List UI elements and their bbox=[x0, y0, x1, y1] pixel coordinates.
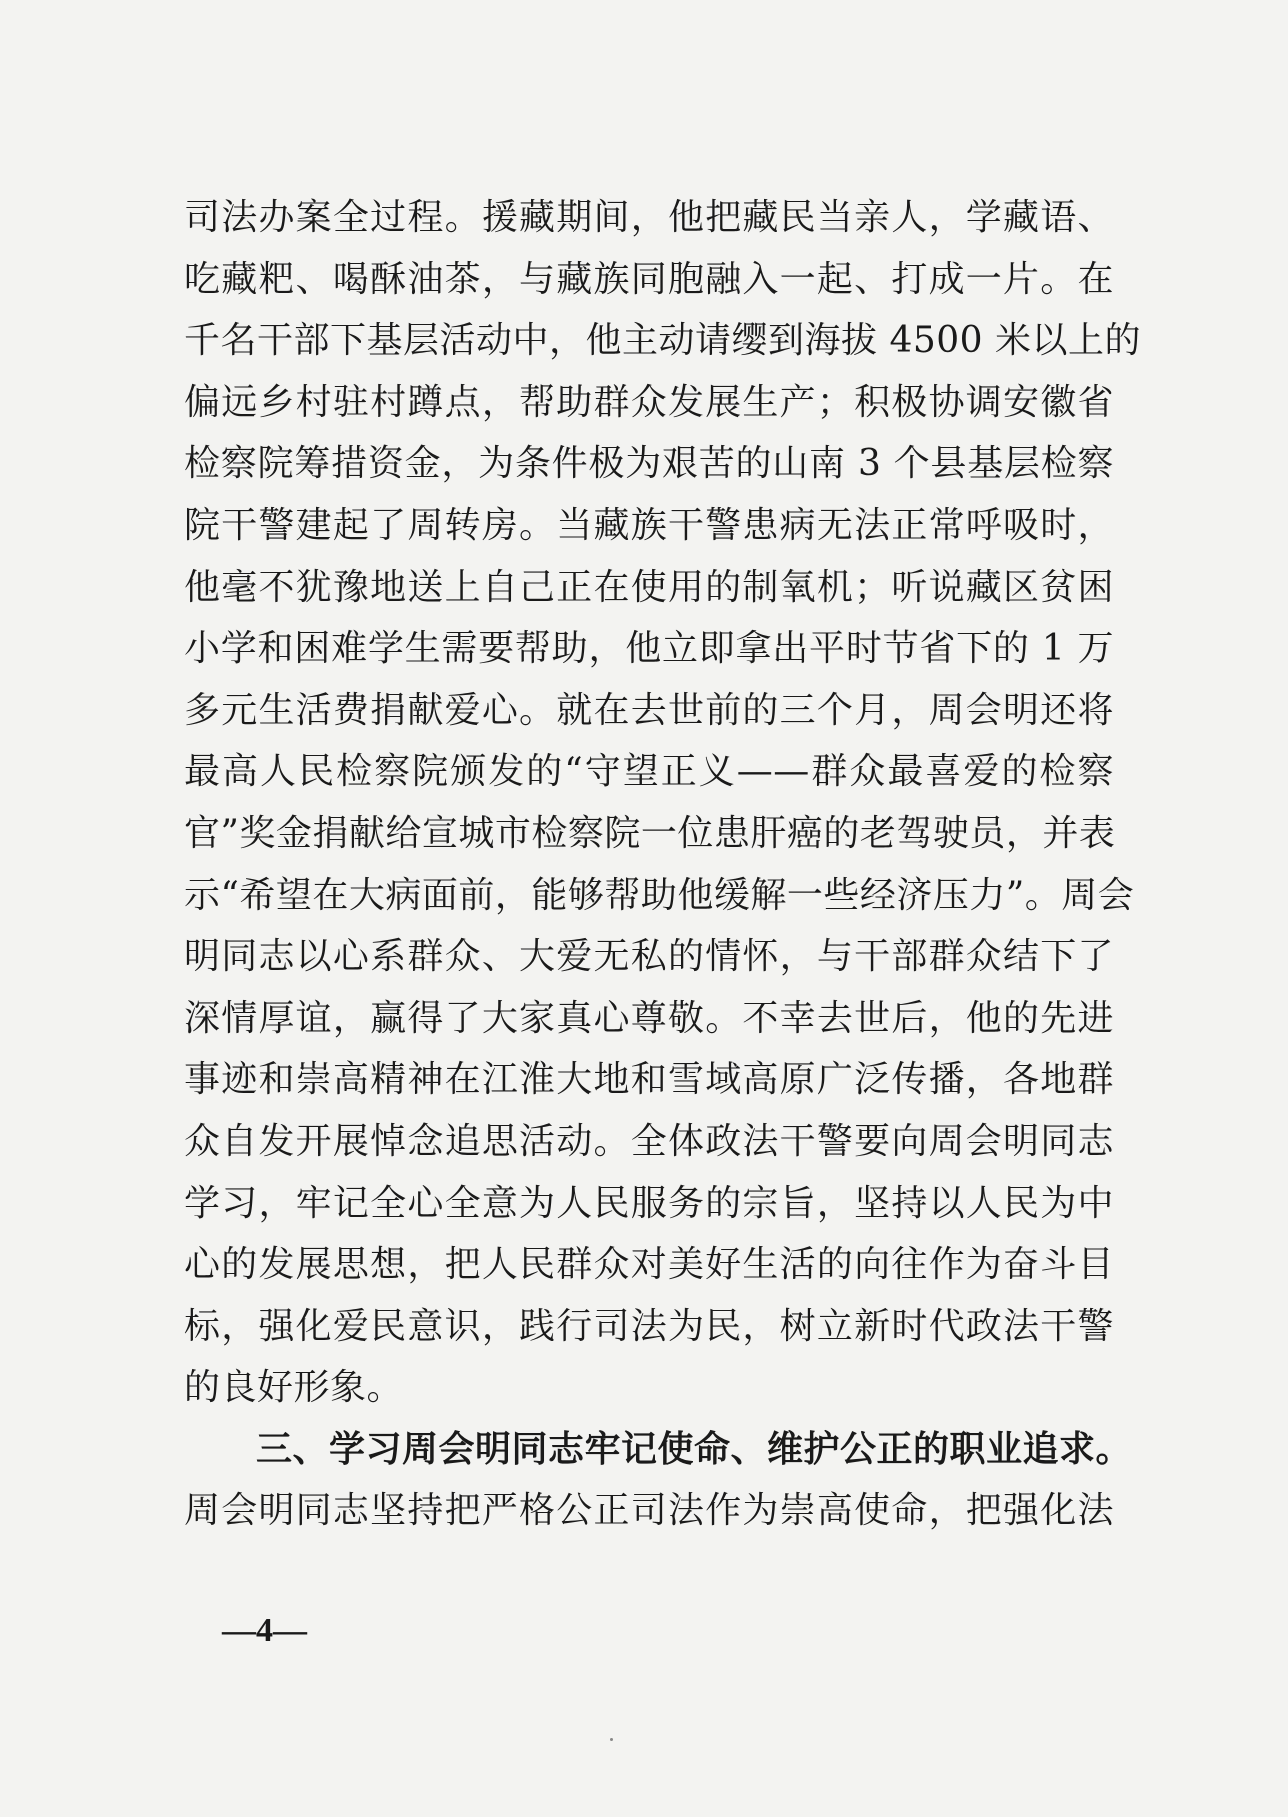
text-line: 学习，牢记全心全意为人民服务的宗旨，坚持以人民为中 bbox=[184, 1182, 1114, 1224]
text-line: 他毫不犹豫地送上自己正在使用的制氧机；听说藏区贫困 bbox=[184, 566, 1114, 608]
body-text bbox=[184, 187, 1142, 1542]
text-line: 标，强化爱民意识，践行司法为民，树立新时代政法干警 bbox=[184, 1305, 1114, 1347]
text-line: 偏远乡村驻村蹲点，帮助群众发展生产；积极协调安徽省 bbox=[184, 381, 1114, 423]
text-line: 的良好形象。 bbox=[184, 1367, 404, 1409]
section-heading: 三、学习周会明同志牢记使命、维护公正的职业追求。 bbox=[256, 1427, 1133, 1470]
text-line: 心的发展思想，把人民群众对美好生活的向往作为奋斗目 bbox=[184, 1244, 1114, 1286]
text-line: 多元生活费捐献爱心。就在去世前的三个月，周会明还将 bbox=[184, 689, 1114, 731]
text-line: 千名干部下基层活动中，他主动请缨到海拔 4500 米以上的 bbox=[184, 320, 1142, 362]
text-line: 小学和困难学生需要帮助，他立即拿出平时节省下的 1 万 bbox=[184, 628, 1114, 670]
text-line: 最高人民检察院颁发的“守望正义——群众最喜爱的检察 bbox=[184, 751, 1114, 793]
text-line: 检察院筹措资金，为条件极为艰苦的山南 3 个县基层检察 bbox=[184, 443, 1114, 485]
text-line: 周会明同志坚持把严格公正司法作为崇高使命，把强化法 bbox=[184, 1490, 1114, 1532]
text-line: 深情厚谊，赢得了大家真心尊敬。不幸去世后，他的先进 bbox=[184, 997, 1114, 1039]
text-line: 官”奖金捐献给宣城市检察院一位患肝癌的老驾驶员，并表 bbox=[184, 812, 1116, 854]
text-line: 示“希望在大病面前，能够帮助他缓解一些经济压力”。周会 bbox=[184, 874, 1135, 916]
text-line: 明同志以心系群众、大爱无私的情怀，与干部群众结下了 bbox=[184, 936, 1114, 978]
page-number: —4— bbox=[222, 1612, 307, 1649]
text-line: 吃藏粑、喝酥油茶，与藏族同胞融入一起、打成一片。在 bbox=[184, 258, 1114, 300]
scan-speck bbox=[610, 1738, 613, 1741]
text-line: 事迹和崇高精神在江淮大地和雪域高原广泛传播，各地群 bbox=[184, 1059, 1114, 1101]
text-line: 司法办案全过程。援藏期间，他把藏民当亲人，学藏语、 bbox=[184, 197, 1114, 238]
text-line: 院干警建起了周转房。当藏族干警患病无法正常呼吸时， bbox=[184, 504, 1114, 546]
text-line: 众自发开展悼念追思活动。全体政法干警要向周会明同志 bbox=[184, 1120, 1114, 1162]
